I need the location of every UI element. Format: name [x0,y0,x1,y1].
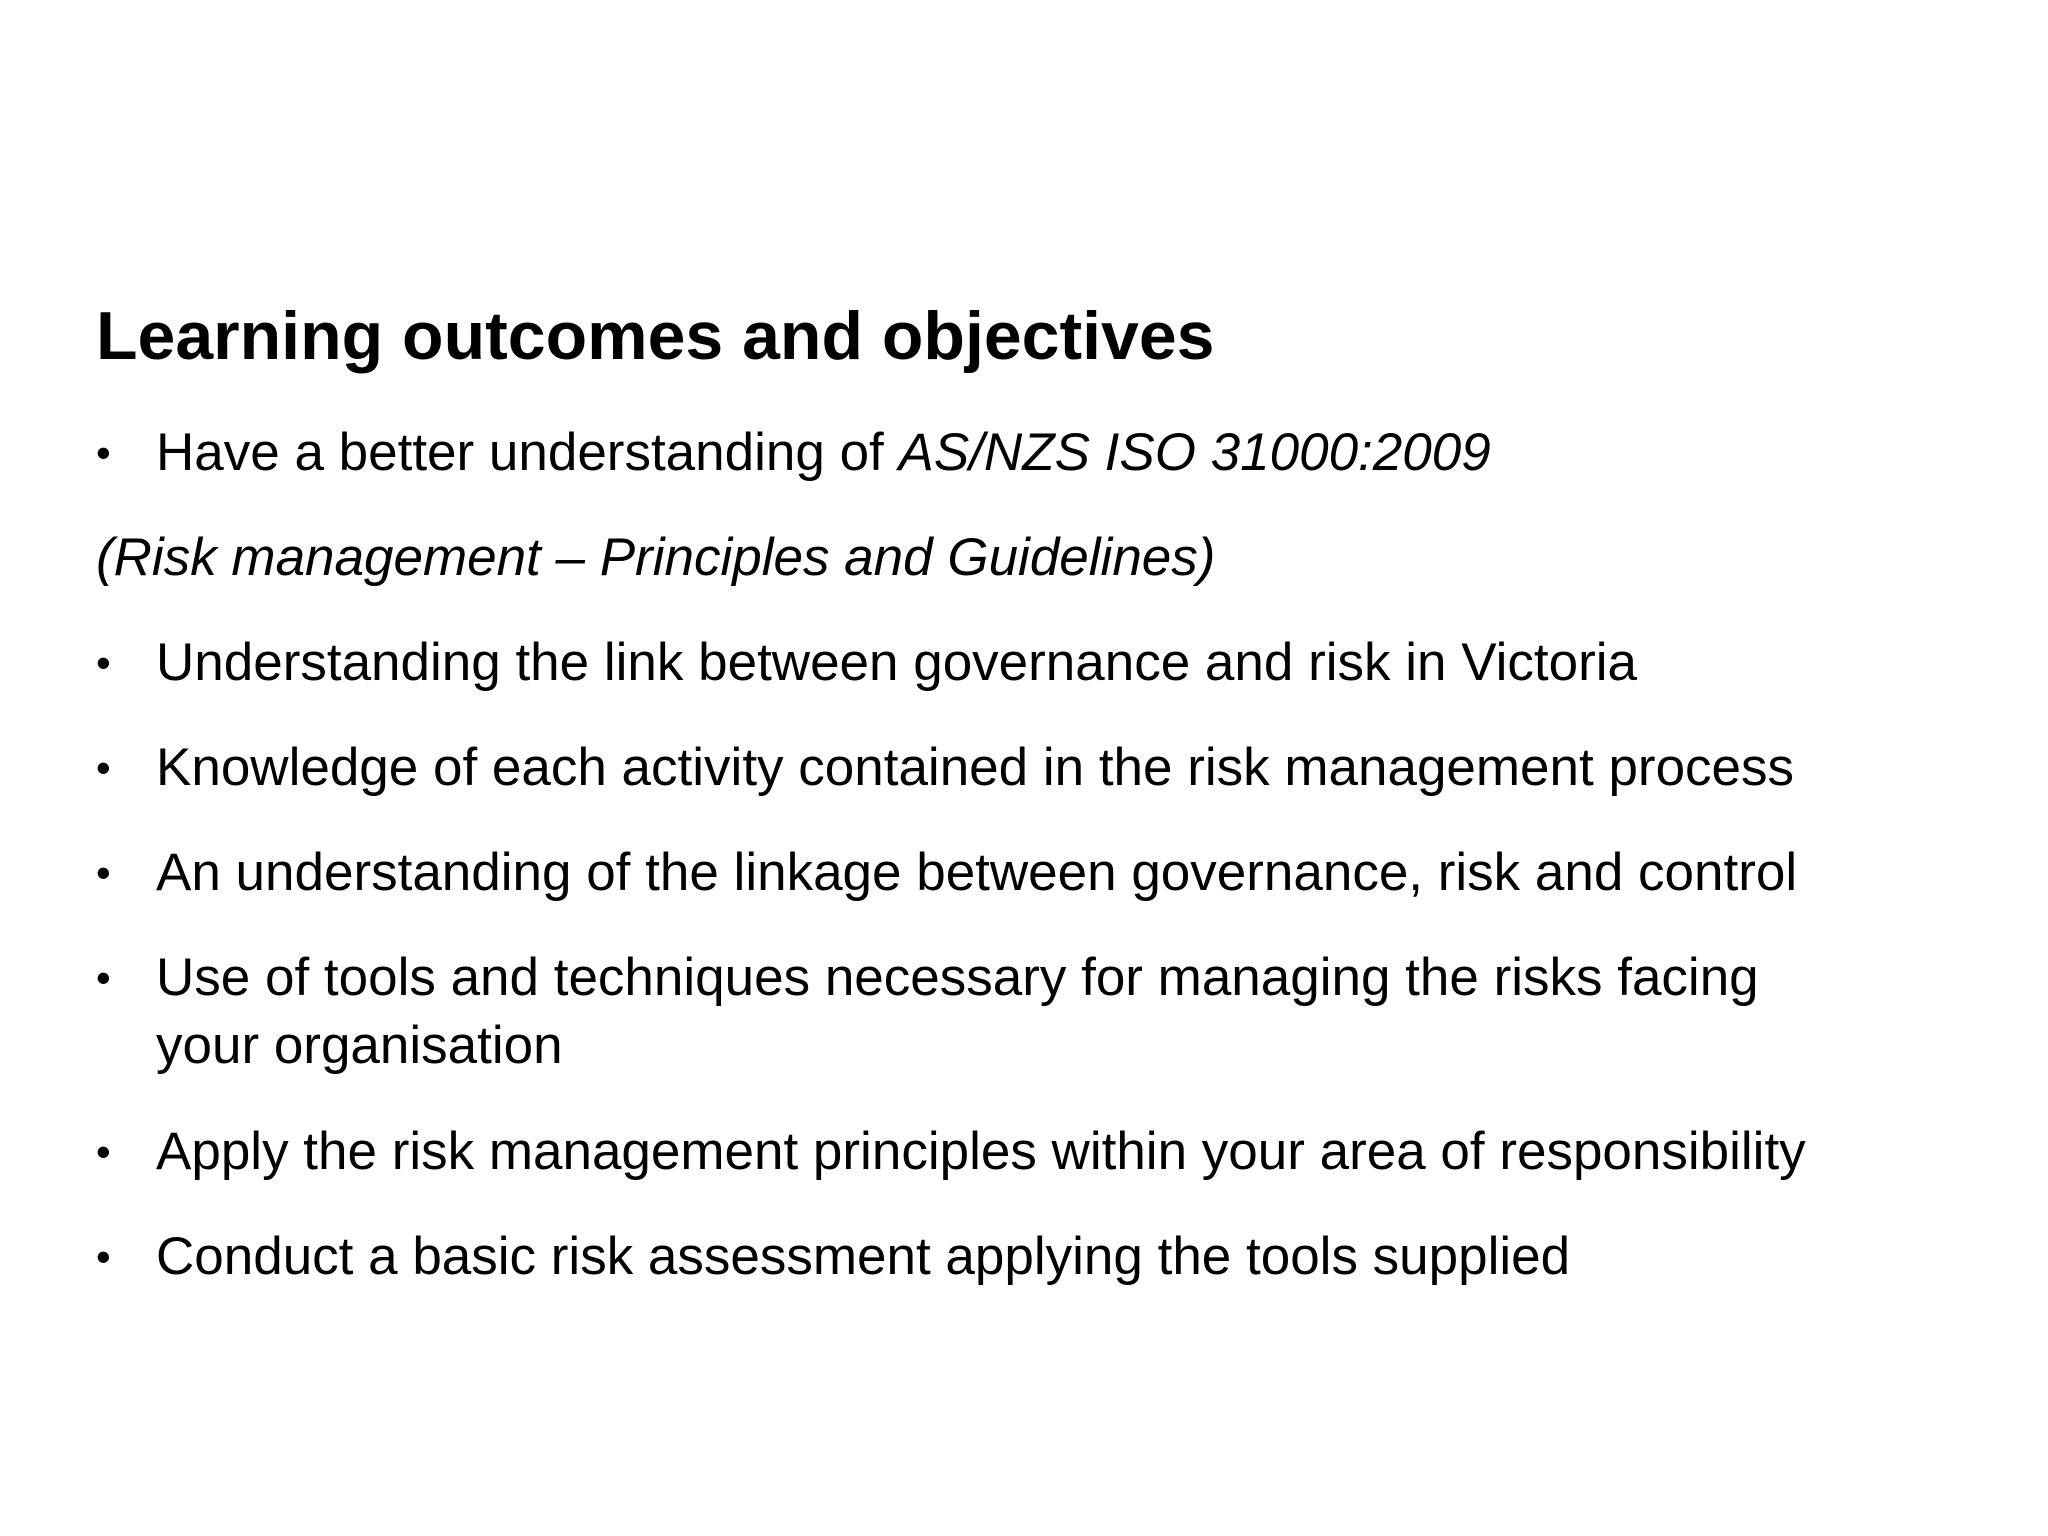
bullet-item-text [156,419,1491,487]
bullet-icon: • [96,954,111,1001]
bullet-item-text [156,944,1759,1080]
item-text: Have a better understanding of [156,423,899,482]
standard-subtitle: (Risk management – Principles and Guidelines) [96,528,1216,587]
bullet-icon: • [96,849,111,896]
bullet-item-text: Knowledge of each activity contained in the risk management process [156,738,1795,797]
bullet-icon: • [96,429,111,476]
bullet-item-text-line: your organisation [156,1016,563,1075]
standard-reference: AS/NZS ISO 31000:2009 [898,423,1491,482]
bullet-icon: • [96,639,111,686]
bullet-item-text: Conduct a basic risk assessment applying the tools supplied [156,1227,1571,1286]
bullet-icon: • [96,1128,111,1175]
bullet-icon: • [96,1233,111,1280]
bullet-item-text: Understanding the link between governance and risk in Victoria [156,633,1637,692]
slide-title: Learning outcomes and objectives [96,298,1215,374]
bullet-item-text: An understanding of the linkage between governance, risk and control [156,843,1798,902]
bullet-item-text-line: Use of tools and techniques necessary for managing the risks facing [156,948,1759,1007]
bullet-icon: • [96,744,111,791]
bullet-item-text: Apply the risk management principles within your area of responsibility [156,1122,1806,1181]
